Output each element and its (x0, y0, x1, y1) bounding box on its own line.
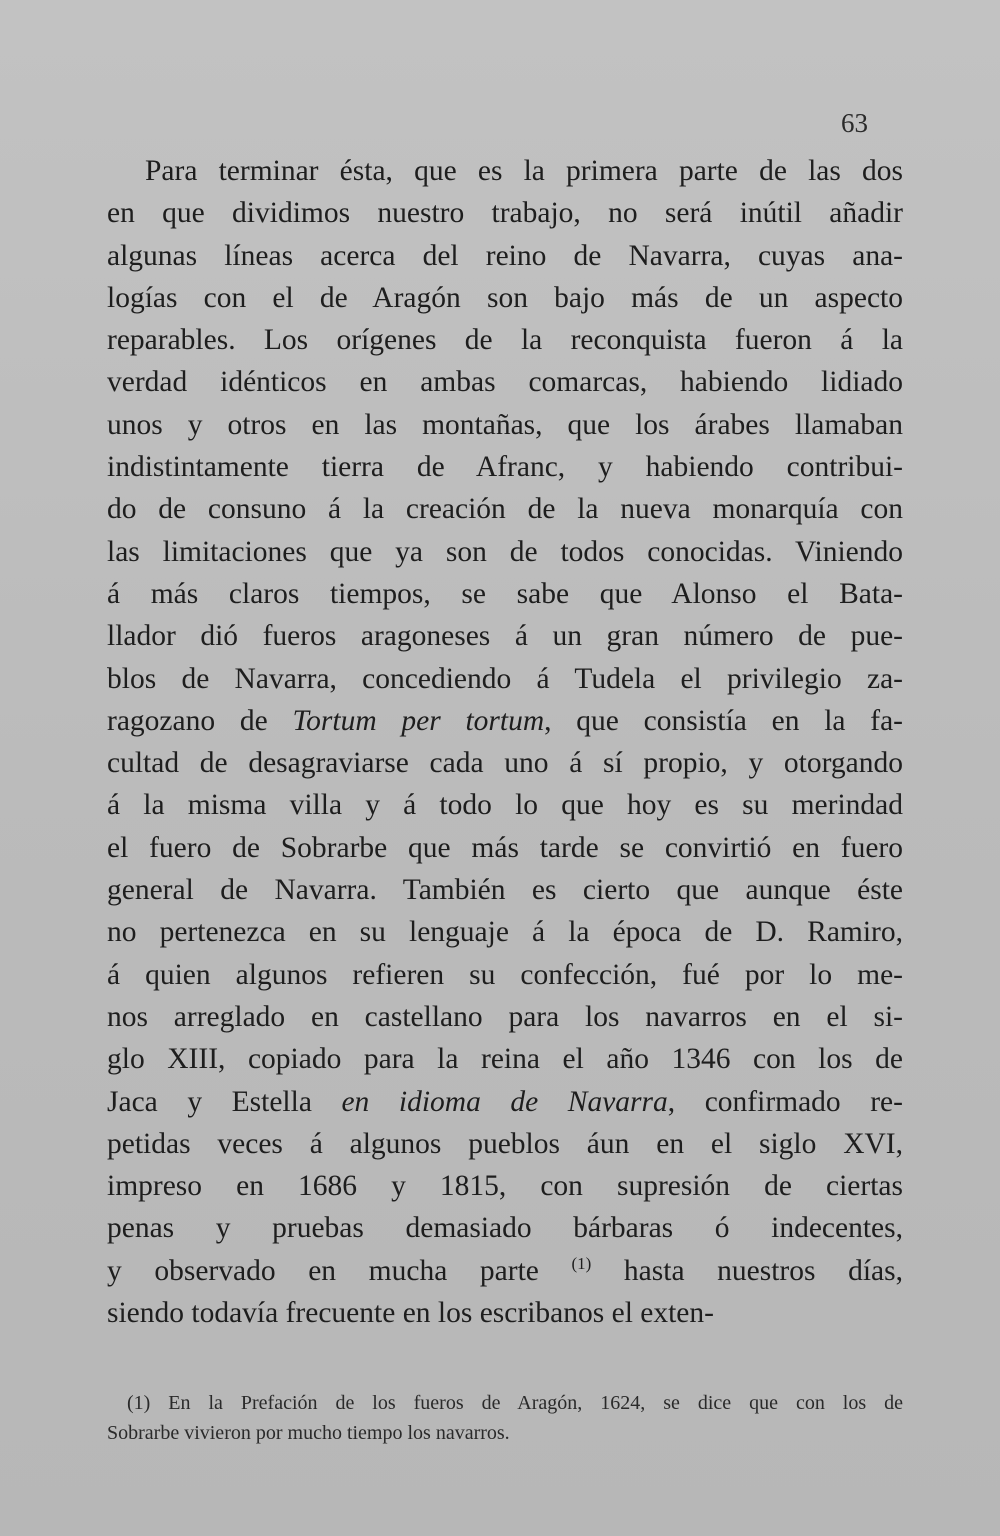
italic-phrase: en idioma de Navarra (341, 1085, 668, 1118)
text-line: Para terminar ésta, que es la primera parte de las dos (145, 155, 903, 187)
text-line: las limitaciones que ya son de todos conocidas. Viniendo (107, 535, 903, 568)
text-line: indistintamente tierra de Afranc, y habiendo contribui- (107, 451, 903, 484)
text-segment: y observado en mucha parte (107, 1254, 572, 1287)
text-line: do de consuno á la creación de la nueva monarquía con (107, 493, 903, 526)
text-segment: , confirmado re- (667, 1085, 903, 1118)
text-line: unos y otros en las montañas, que los árabes llamaban (107, 408, 903, 441)
text-segment: hasta nuestros días, (591, 1254, 903, 1287)
footnote-line: (1) En la Prefación de los fueros de Aragón, 1624, se dice que con los de (127, 1392, 903, 1414)
text-line (107, 1250, 903, 1292)
text-line: logías con el de Aragón son bajo más de un aspecto (107, 281, 903, 314)
text-line: blos de Navarra, concediendo á Tudela el privilegio za- (107, 662, 903, 695)
text-line: impreso en 1686 y 1815, con supresión de ciertas (107, 1170, 903, 1203)
text-line: en que dividimos nuestro trabajo, no será inútil añadir (107, 197, 903, 230)
text-line: petidas veces á algunos pueblos áun en el siglo XVI, (107, 1127, 903, 1160)
text-line: general de Navarra. También es cierto que aunque éste (107, 874, 903, 907)
page-number: 63 (841, 108, 868, 138)
text-line (107, 1081, 903, 1123)
text-line: el fuero de Sobrarbe que más tarde se convirtió en fuero (107, 831, 903, 864)
text-line: á quien algunos refieren su confección, fué por lo me- (107, 958, 903, 991)
text-line: á la misma villa y á todo lo que hoy es su merindad (107, 789, 903, 822)
body-text (107, 150, 903, 1334)
text-line: no pertenezca en su lenguaje á la época de D. Ramiro, (107, 916, 903, 949)
text-line: algunas líneas acerca del reino de Navarra, cuyas ana- (107, 239, 903, 272)
text-line: verdad idénticos en ambas comarcas, habiendo lidiado (107, 366, 903, 399)
text-line: penas y pruebas demasiado bárbaras ó indecentes, (107, 1212, 903, 1245)
text-line: llador dió fueros aragoneses á un gran número de pue- (107, 620, 903, 653)
footnote-marker: (1) (571, 1253, 592, 1273)
text-line: siendo todavía frecuente en los escribanos el exten- (107, 1297, 714, 1330)
text-segment: Jaca y Estella (107, 1085, 342, 1118)
text-segment: , que consistía en la fa- (544, 704, 903, 737)
footnote-line: Sobrarbe vivieron por mucho tiempo los navarros. (107, 1422, 510, 1444)
text-line: á más claros tiempos, se sabe que Alonso el Bata- (107, 577, 903, 610)
text-line (107, 700, 903, 742)
footnote (107, 1388, 903, 1448)
text-line: reparables. Los orígenes de la reconquista fueron á la (107, 324, 903, 357)
text-segment: ragozano de (107, 704, 293, 737)
italic-phrase: Tortum per tortum (292, 704, 545, 737)
text-line: cultad de desagraviarse cada uno á sí propio, y otorgando (107, 747, 903, 780)
text-line: nos arreglado en castellano para los navarros en el si- (107, 1000, 903, 1033)
text-line: glo XIII, copiado para la reina el año 1346 con los de (107, 1043, 903, 1076)
